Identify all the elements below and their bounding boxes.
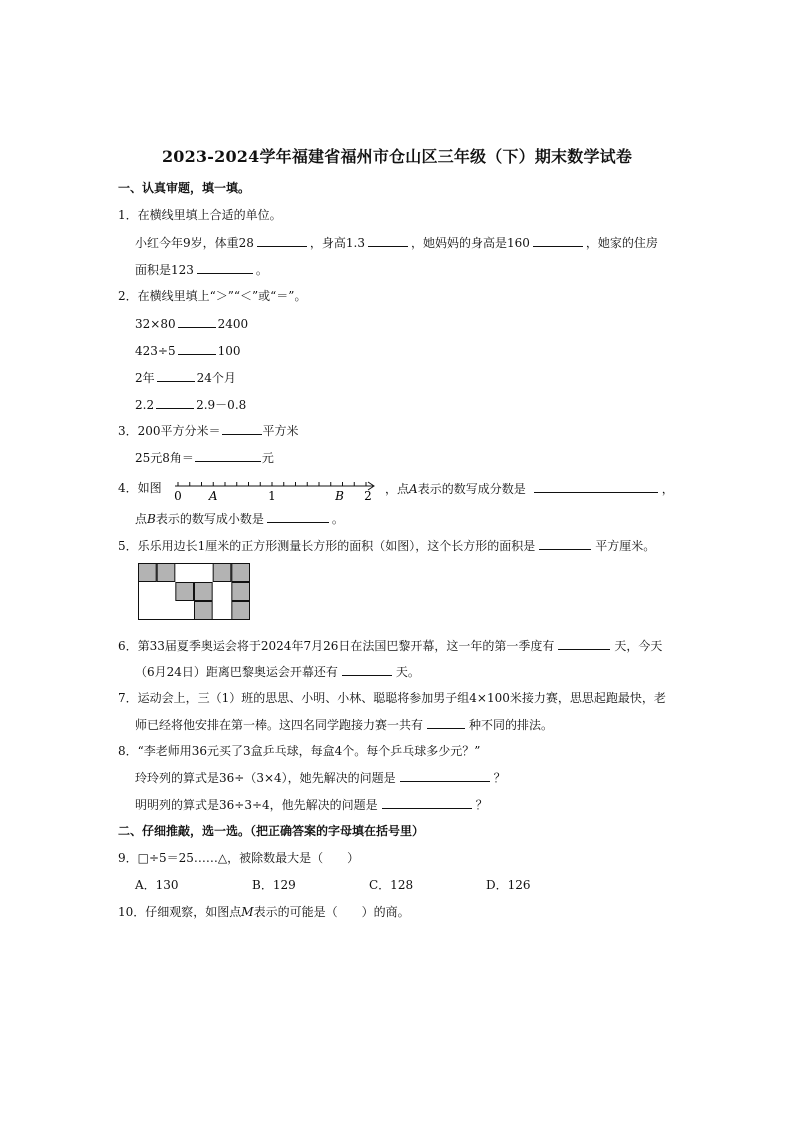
q3-blank-2[interactable] (195, 449, 261, 462)
q2-blank[interactable] (156, 396, 194, 409)
q6-text-c: （6月24日）距离巴黎奥运会开幕还有 (135, 665, 338, 679)
option-d[interactable]: D．126 (486, 878, 531, 892)
q3-text-b-left: 25元8角＝ (135, 451, 194, 465)
area-grid-svg (138, 563, 250, 620)
question-8-line-3 (135, 796, 488, 813)
q1-blank-mom-height[interactable] (533, 234, 583, 247)
q8-blank-1[interactable] (400, 769, 490, 782)
axis-label-2: 2 (364, 489, 372, 503)
q2-row-left: 2.2 (135, 398, 155, 412)
question-4-pre: 4．如图 (118, 481, 162, 495)
number-line-svg (170, 478, 380, 506)
axis-label-1: 1 (268, 489, 276, 503)
q6-text-a: 6．第33届夏季奥运会将于2024年7月26日在法国巴黎开幕，这一年的第一季度有 (118, 639, 555, 653)
q1-text-d: ，她家的住房 (585, 236, 658, 250)
q10-text-post: 表示的可能是（ ）的商。 (253, 905, 410, 919)
q7-text-b: 师已经将他安排在第一棒。这四名同学跑接力赛一共有 (135, 718, 424, 732)
q7-blank-count[interactable] (427, 716, 465, 729)
q6-text-d: 天。 (395, 665, 420, 679)
q8-text-c: ？ (493, 771, 506, 785)
number-line-figure (170, 478, 380, 506)
q2-row-left: 423÷5 (135, 344, 176, 358)
q7-text-c: 种不同的排法。 (469, 718, 554, 732)
q2-row-right: 24个月 (196, 371, 236, 385)
q4-line2-pre: 点 (135, 512, 148, 526)
q1-text-b: ，身高1.3 (309, 236, 365, 250)
q4-text-end: ， (661, 482, 674, 496)
q4-text-mid: ，点 (385, 482, 410, 496)
q1-text-a: 小红今年9岁，体重28 (135, 236, 254, 250)
section-2-heading: 二、仔细推敲，选一选。（把正确答案的字母填在括号里） (118, 824, 425, 838)
point-b-label: B (335, 489, 344, 503)
option-c[interactable]: C．128 (369, 878, 414, 892)
q1-text-c: ，她妈妈的身高是160 (411, 236, 530, 250)
q1-text-e: 面积是123 (135, 263, 194, 277)
axis-label-0: 0 (174, 489, 182, 503)
unit-square (157, 564, 175, 582)
unit-square (176, 583, 194, 601)
question-5 (118, 537, 655, 554)
q2-row-right: 100 (217, 344, 241, 358)
q1-blank-height[interactable] (368, 234, 408, 247)
q2-blank[interactable] (157, 369, 195, 382)
q2-row (135, 342, 241, 359)
section-1-heading: 一、认真审题，填一填。 (118, 181, 251, 195)
q2-row-right: 2.9－0.8 (196, 398, 247, 412)
question-9-stem: 9．□÷5＝25……△，被除数最大是（ ） (118, 851, 360, 865)
question-1-line-1 (135, 234, 658, 251)
q3-blank-1[interactable] (222, 422, 262, 435)
question-8-line-1: 8．“李老师用36元买了3盒乒乓球，每盒4个。每个乒乓球多少元？” (118, 744, 481, 758)
q2-blank[interactable] (178, 342, 216, 355)
question-6-line-1 (118, 637, 662, 654)
q4-line2-end: 。 (331, 512, 344, 526)
q2-row (135, 396, 246, 413)
q5-blank-area[interactable] (539, 537, 591, 550)
question-10 (118, 904, 410, 920)
q4-point-a: A (409, 482, 418, 496)
q2-row-left: 32×80 (135, 317, 176, 331)
question-1-line-2 (135, 261, 268, 278)
q8-text-e: ？ (475, 798, 488, 812)
q5-text-b: 平方厘米。 (595, 539, 656, 553)
q4-text-mid2: 表示的数写成分数是 (417, 482, 526, 496)
q6-text-b: 天，今天 (614, 639, 663, 653)
q2-row-left: 2年 (135, 371, 155, 385)
unit-square (232, 564, 250, 582)
q1-blank-area[interactable] (197, 261, 253, 274)
q3-text-a-right: 平方米 (262, 424, 299, 438)
unit-square (195, 602, 213, 620)
question-7-line-2 (135, 716, 553, 733)
option-a[interactable]: A．130 (135, 878, 179, 892)
page-title: 2023-2024学年福建省福州市仓山区三年级（下）期末数学试卷 (161, 147, 633, 166)
unit-square (213, 564, 231, 582)
question-1-stem: 1．在横线里填上合适的单位。 (118, 208, 282, 222)
q3-text-b-right: 元 (261, 451, 274, 465)
question-7-line-1: 7．运动会上，三（1）班的思思、小明、小林、聪聪将参加男子组4×100米接力赛，思思起跑最快，老 (118, 691, 666, 705)
q1-blank-weight[interactable] (257, 234, 307, 247)
unit-square (232, 602, 250, 620)
question-4-line-1-rest (385, 480, 674, 497)
area-grid-figure (138, 563, 250, 620)
q5-text-a: 5．乐乐用边长1厘米的正方形测量长方形的面积（如图），这个长方形的面积是 (118, 539, 536, 553)
question-9-options (135, 877, 603, 893)
option-b[interactable]: B．129 (252, 878, 296, 892)
q1-text-f: 。 (255, 263, 268, 277)
q8-blank-2[interactable] (382, 796, 472, 809)
question-4-line-2 (135, 510, 344, 527)
unit-square (195, 583, 213, 601)
q4-blank-fraction[interactable] (534, 480, 658, 493)
q8-text-d: 明明列的算式是36÷3÷4，他先解决的问题是 (135, 798, 378, 812)
q8-text-b: 玲玲列的算式是36÷（3×4），她先解决的问题是 (135, 771, 396, 785)
q4-blank-decimal[interactable] (267, 510, 329, 523)
q10-text-pre: 10．仔细观察，如图点 (118, 905, 242, 919)
q4-line2-mid: 表示的数写成小数是 (155, 512, 264, 526)
q2-row-right: 2400 (217, 317, 249, 331)
q2-row (135, 315, 248, 332)
q6-blank-days-left[interactable] (342, 663, 392, 676)
unit-square (139, 564, 157, 582)
unit-square (232, 583, 250, 601)
question-3-line-2 (135, 449, 274, 466)
q6-blank-days-q1[interactable] (558, 637, 610, 650)
q2-row (135, 369, 236, 386)
q4-point-b: B (147, 512, 156, 526)
question-6-line-2 (135, 663, 420, 680)
q3-text-a-left: 3．200平方分米＝ (118, 424, 221, 438)
point-a-label: A (208, 489, 218, 503)
q10-point-m: M (241, 905, 254, 919)
question-2-stem: 2．在横线里填上“＞”“＜”或“＝”。 (118, 289, 307, 303)
question-3-line-1 (118, 422, 299, 439)
question-8-line-2 (135, 769, 506, 786)
q2-blank[interactable] (178, 315, 216, 328)
